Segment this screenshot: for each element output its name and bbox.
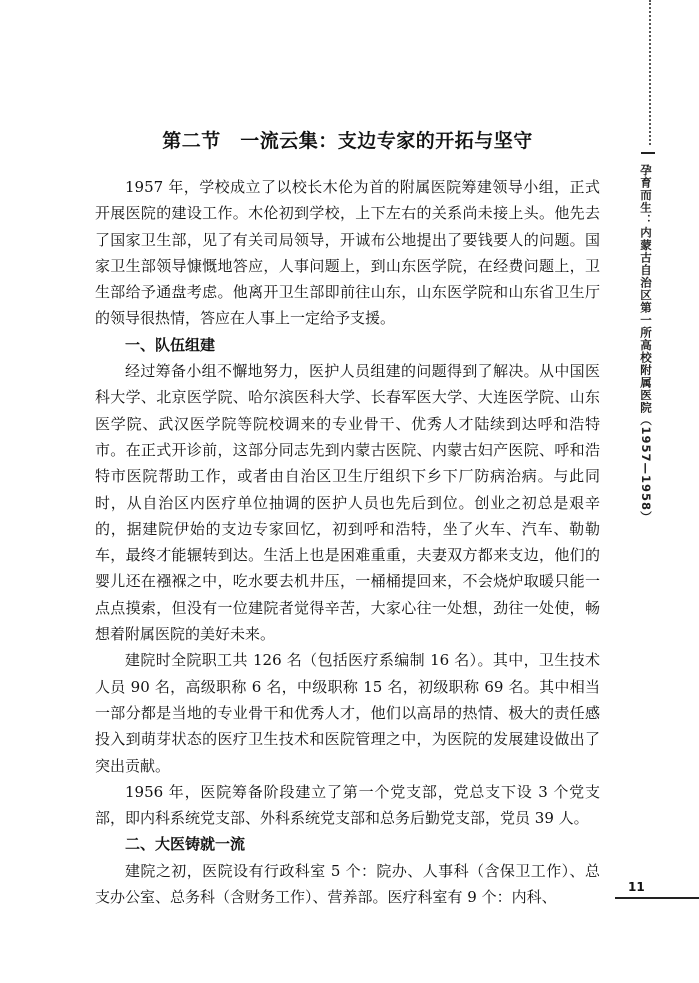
- running-chapter-title: 孕育而生：内蒙古自治区第一所高校附属医院（1957—1958）: [639, 164, 653, 524]
- paragraph: 经过筹备小组不懈地努力，医护人员组建的问题得到了解决。从中国医科大学、北京医学院、哈尔滨医科大学、长春军医大学、大连医学院、山东医学院、武汉医学院等院校调来的专业骨干、优秀人才陆续到达呼和浩特市。在正式开诊前，这部分同志先到内蒙古医院、内蒙古妇产医院、呼和浩特市医院帮助工作，或者由自治区卫生厅组织下乡下厂防病治病。与此同时，从自治区内医疗单位抽调的医护人员也先后到位。创业之初总是艰辛的，据建院伊始的支边专家回忆，初到呼和浩特，坐了火车、汽车、勒勒车，最终才能辗转到达。生活上也是困难重重，夫妻双方都来支边，他们的婴儿还在襁褓之中，吃水要去机井压，一桶桶提回来，不会烧炉取暖只能一点点摸索，但没有一位建院者觉得辛苦，大家心往一处想，劲往一处使，畅想着附属医院的美好未来。: [95, 362, 600, 644]
- subheading-team-building: 一、队伍组建: [125, 335, 216, 354]
- page-number: 11: [628, 880, 645, 894]
- section-title: 第二节 一流云集：支边专家的开拓与坚守: [162, 130, 533, 152]
- footer-rule: [615, 897, 699, 899]
- subheading-great-doctors: 二、大医铸就一流: [125, 835, 246, 854]
- paragraph: 1957 年，学校成立了以校长木伦为首的附属医院筹建领导小组，正式开展医院的建设工作。木伦初到学校，上下左右的关系尚未接上头。他先去了国家卫生部，见了有关司局领导，开诚布公地提出了要钱要人的问题。国家卫生部领导慷慨地答应，人事问题上，到山东医学院，在经费问题上，卫生部给予通盘考虑。他离开卫生部即前往山东，山东医学院和山东省卫生厅的领导很热情，答应在人事上一定给予支援。: [95, 178, 600, 328]
- side-tick-mark: [641, 152, 655, 154]
- body-text: [95, 174, 600, 910]
- side-dotted-rule: [649, 0, 651, 145]
- paragraph: 1956 年，医院筹备阶段建立了第一个党支部，党总支下设 3 个党支部，即内科系统党支部、外科系统党支部和总务后勤党支部，党员 39 人。: [95, 782, 600, 828]
- paragraph: 建院时全院职工共 126 名（包括医疗系编制 16 名）。其中，卫生技术人员 90 名，高级职称 6 名，中级职称 15 名，初级职称 69 名。其中相当一部分都是当地的专业骨干和优秀人才，他们以高昂的热情、极大的责任感投入到萌芽状态的医疗卫生技术和医院管理之中，为医院的发展建设做出了突出贡献。: [95, 651, 600, 775]
- paragraph: 建院之初，医院设有行政科室 5 个：院办、人事科（含保卫工作）、总支办公室、总务科（含财务工作）、营养部。医疗科室有 9 个：内科、: [95, 861, 600, 907]
